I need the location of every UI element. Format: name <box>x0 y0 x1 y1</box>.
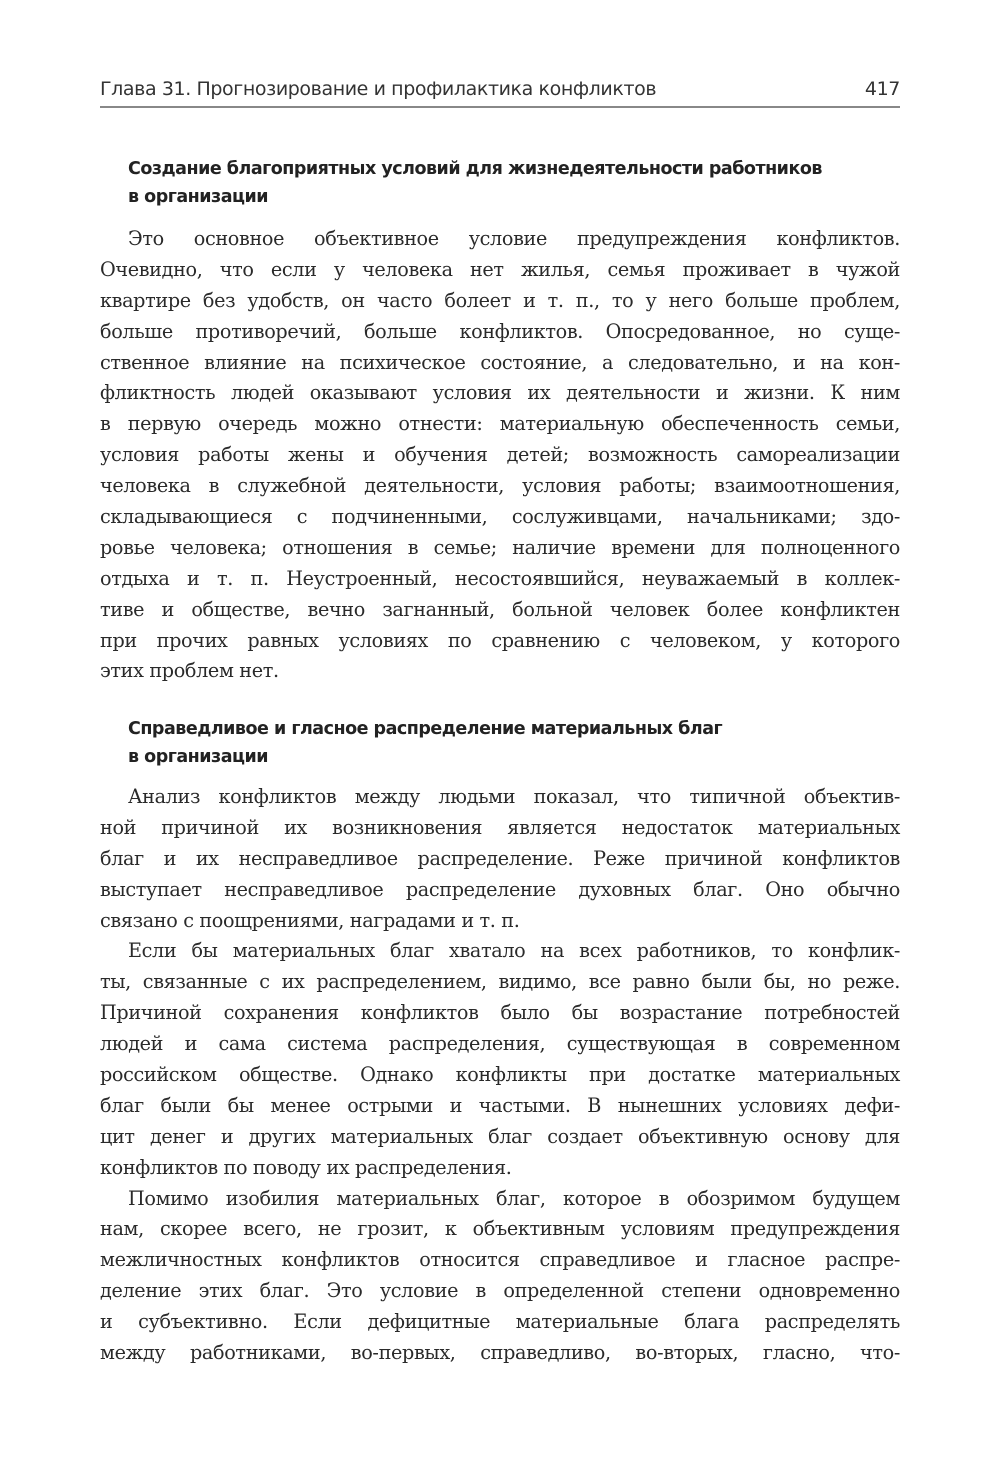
text-line: благ и их несправедливое распределение. Реже причиной конфликтов <box>100 846 900 870</box>
text-line: и субъективно. Если дефицитные материальные блага распределять <box>100 1310 900 1334</box>
text-line: выступает несправедливое распределение духовных благ. Оно обычно <box>100 877 900 901</box>
page-number: 417 <box>864 78 900 100</box>
text-line: отдыха и т. п. Неустроенный, несостоявшийся, неуважаемый в коллек- <box>100 566 900 590</box>
text-line: в первую очередь можно отнести: материальную обеспеченность семьи, <box>100 412 900 436</box>
text-line: российском обществе. Однако конфликты при достатке материальных <box>100 1063 900 1087</box>
text-line: конфликтов по поводу их распределения. <box>100 1155 512 1179</box>
text-line: связано с поощрениями, наградами и т. п. <box>100 908 520 932</box>
chapter-title: Глава 31. Прогнозирование и профилактика конфликтов <box>100 78 657 100</box>
text-line: больше противоречий, больше конфликтов. Опосредованное, но суще- <box>100 319 900 343</box>
text-line: этих проблем нет. <box>100 659 279 683</box>
text-line: ной причиной их возникновения является недостаток материальных <box>100 815 900 839</box>
text-line: ровье человека; отношения в семье; наличие времени для полноценного <box>100 535 900 559</box>
paragraph <box>100 936 900 1183</box>
text-line: благ были бы менее острыми и частыми. В нынешних условиях дефи- <box>100 1093 900 1117</box>
section-heading <box>128 715 722 771</box>
text-line: при прочих равных условиях по сравнению с человеком, у которого <box>100 628 900 652</box>
text-line: Очевидно, что если у человека нет жилья, семья проживает в чужой <box>100 257 900 281</box>
paragraph <box>100 1184 900 1369</box>
text-line: ственное влияние на психическое состояние, а следовательно, и на кон- <box>100 350 900 374</box>
heading-line: Создание благоприятных условий для жизнедеятельности работников <box>128 159 822 179</box>
section-text <box>100 224 900 687</box>
text-line: нам, скорее всего, не грозит, к объективным условиям предупреждения <box>100 1217 900 1241</box>
heading-line: Справедливое и гласное распределение материальных благ <box>128 719 723 739</box>
text-line: Если бы материальных благ хватало на всех работников, то конфлик- <box>128 939 900 963</box>
text-line: человека в служебной деятельности, условия работы; взаимоотношения, <box>100 474 900 498</box>
text-line: квартире без удобств, он часто болеет и т. п., то у него больше проблем, <box>100 288 900 312</box>
text-line: людей и сама система распределения, существующая в современном <box>100 1032 900 1056</box>
paragraph <box>100 782 900 936</box>
text-line: межличностных конфликтов относится справедливое и гласное распре- <box>100 1248 900 1272</box>
text-line: Помимо изобилия материальных благ, которое в обозримом будущем <box>128 1186 900 1210</box>
heading-line: в организации <box>128 747 268 767</box>
text-line: деление этих благ. Это условие в определенной степени одновременно <box>100 1279 900 1303</box>
running-header <box>100 76 900 108</box>
text-line: Это основное объективное условие предупреждения конфликтов. <box>128 227 900 250</box>
text-line: Причиной сохранения конфликтов было бы возрастание потребностей <box>100 1001 900 1025</box>
heading-line: в организации <box>128 187 268 207</box>
text-line: ты, связанные с их распределением, видимо, все равно были бы, но реже. <box>100 970 900 994</box>
text-line: цит денег и других материальных благ создает объективную основу для <box>100 1124 900 1148</box>
paragraph <box>100 224 900 687</box>
text-line: фликтность людей оказывают условия их деятельности и жизни. К ним <box>100 381 900 405</box>
section-heading <box>128 155 822 211</box>
text-line: между работниками, во-первых, справедливо, во-вторых, гласно, что- <box>100 1341 900 1365</box>
text-line: тиве и обществе, вечно загнанный, больной человек более конфликтен <box>100 597 900 621</box>
text-line: складывающиеся с подчиненными, сослуживцами, начальниками; здо- <box>100 505 900 529</box>
text-line: Анализ конфликтов между людьми показал, что типичной объектив- <box>128 785 900 808</box>
text-line: условия работы жены и обучения детей; возможность самореализации <box>100 443 900 467</box>
section-text <box>100 782 900 1369</box>
